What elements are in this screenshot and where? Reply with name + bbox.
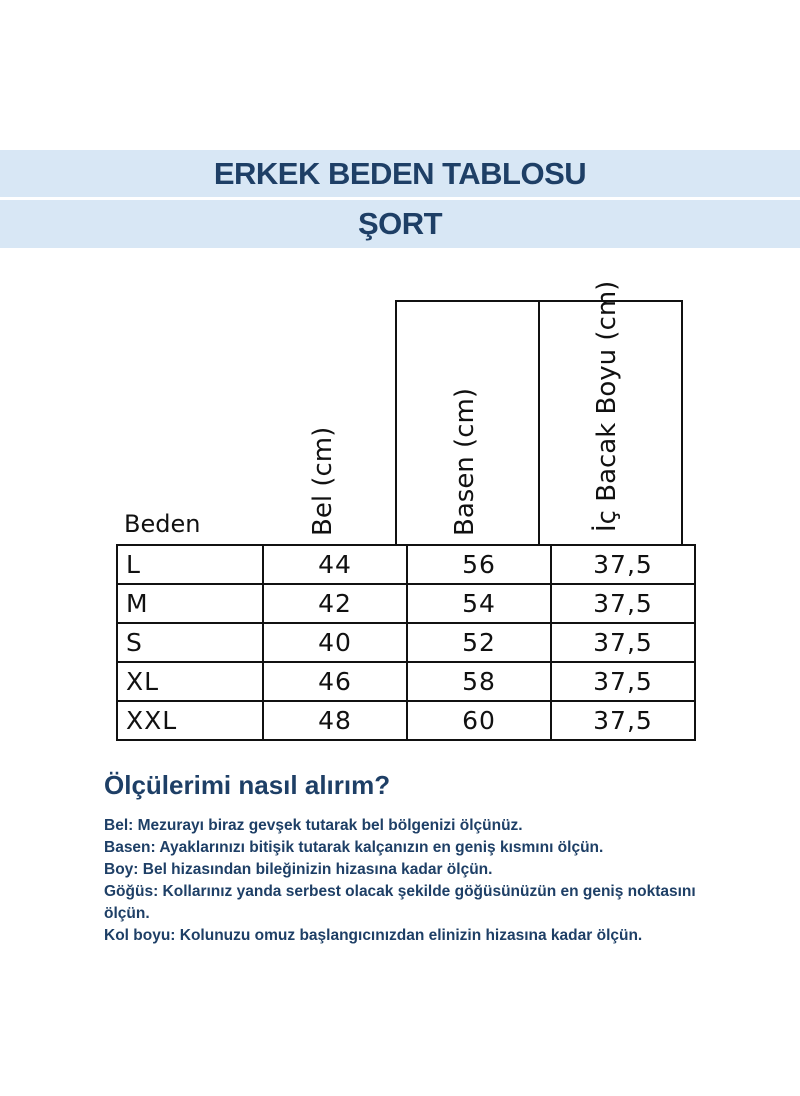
size-cell: M <box>117 584 263 623</box>
table-row <box>117 623 695 662</box>
bel-cell: 42 <box>263 584 407 623</box>
page-subtitle: ŞORT <box>357 206 443 241</box>
basen-column-header: Basen (cm) <box>450 388 480 536</box>
size-cell: XXL <box>117 701 263 740</box>
instruction-gogus: Göğüs: Kollarınız yanda serbest olacak şekilde göğüsünüzün en geniş noktasını ölçün. <box>104 883 696 922</box>
instruction-kol-boyu: Kol boyu: Kolunuzu omuz başlangıcınızdan elinizin hizasına kadar ölçün. <box>104 927 643 944</box>
basen-cell: 52 <box>407 623 551 662</box>
table-row <box>117 584 695 623</box>
instruction-boy: Boy: Bel hizasından bileğinizin hizasına kadar ölçün. <box>104 861 493 878</box>
title-band <box>0 150 800 197</box>
table-row <box>117 545 695 584</box>
size-cell: S <box>117 623 263 662</box>
basen-cell: 60 <box>407 701 551 740</box>
bel-cell: 48 <box>263 701 407 740</box>
bel-cell: 44 <box>263 545 407 584</box>
table-row <box>117 662 695 701</box>
bel-cell: 46 <box>263 662 407 701</box>
size-column-header: Beden <box>124 510 201 538</box>
table-row <box>117 701 695 740</box>
instruction-basen: Basen: Ayaklarınızı bitişik tutarak kalçanızın en geniş kısmını ölçün. <box>104 839 604 856</box>
basen-cell: 56 <box>407 545 551 584</box>
ic-bacak-cell: 37,5 <box>551 545 695 584</box>
ic-bacak-cell: 37,5 <box>551 623 695 662</box>
basen-cell: 54 <box>407 584 551 623</box>
howto-heading: Ölçülerimi nasıl alırım? <box>104 770 391 800</box>
ic-bacak-column-header: İç Bacak Boyu (cm) <box>592 280 622 532</box>
ic-bacak-cell: 37,5 <box>551 584 695 623</box>
howto-instructions <box>104 815 744 947</box>
instruction-bel: Bel: Mezurayı biraz gevşek tutarak bel bölgenizi ölçünüz. <box>104 817 523 834</box>
ic-bacak-cell: 37,5 <box>551 662 695 701</box>
ic-bacak-cell: 37,5 <box>551 701 695 740</box>
subtitle-band <box>0 200 800 248</box>
bel-cell: 40 <box>263 623 407 662</box>
size-table <box>116 544 696 741</box>
size-cell: XL <box>117 662 263 701</box>
bel-column-header: Bel (cm) <box>308 426 338 536</box>
size-cell: L <box>117 545 263 584</box>
page-title: ERKEK BEDEN TABLOSU <box>213 155 587 191</box>
basen-cell: 58 <box>407 662 551 701</box>
